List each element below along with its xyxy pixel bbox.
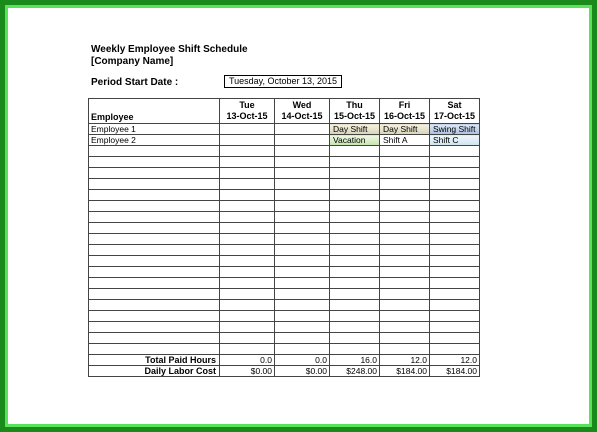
table-row [89,311,480,322]
shift-cell[interactable] [220,311,275,322]
shift-cell[interactable] [380,300,430,311]
employee-name-cell[interactable] [89,146,220,157]
shift-cell[interactable] [380,245,430,256]
shift-cell[interactable] [430,322,480,333]
employee-name-cell[interactable]: Employee 1 [89,124,220,135]
total-paid-hours-label: Total Paid Hours [89,355,220,366]
shift-cell[interactable] [275,311,330,322]
table-row [89,289,480,300]
daily-labor-cost-label: Daily Labor Cost [89,366,220,377]
employee-name-cell[interactable] [89,223,220,234]
employee-name-cell[interactable] [89,300,220,311]
table-row [89,333,480,344]
daily-labor-cost-row [89,366,480,377]
shift-cell[interactable] [220,333,275,344]
day-name: Thu [346,100,363,110]
shift-cell[interactable] [220,267,275,278]
shift-cell[interactable] [220,168,275,179]
shift-cell[interactable] [220,278,275,289]
table-row [89,179,480,190]
shift-cell[interactable] [380,333,430,344]
shift-cell[interactable] [330,223,380,234]
table-row [89,223,480,234]
shift-cell[interactable] [380,223,430,234]
shift-cell[interactable] [220,190,275,201]
shift-cell[interactable] [380,146,430,157]
shift-cell[interactable] [275,300,330,311]
day-header-fri [380,99,430,124]
shift-cell-day-shift[interactable]: Day Shift [330,124,380,135]
day-date: 16-Oct-15 [383,111,426,121]
day-date: 13-Oct-15 [226,111,268,121]
day-header-tue [220,99,275,124]
day-date: 17-Oct-15 [433,111,476,121]
shift-cell[interactable] [330,201,380,212]
shift-cell[interactable] [275,157,330,168]
shift-cell[interactable] [275,124,330,135]
shift-cell[interactable] [430,267,480,278]
document-title: Weekly Employee Shift Schedule [91,44,248,55]
company-name[interactable]: [Company Name] [91,56,174,67]
labor-cost-value: $184.00 [430,366,480,377]
shift-cell[interactable] [380,157,430,168]
day-name: Sat [447,100,462,110]
shift-cell[interactable] [220,223,275,234]
shift-cell-vacation[interactable]: Vacation [330,135,380,146]
shift-cell[interactable] [330,179,380,190]
employee-name-cell[interactable]: Employee 2 [89,135,220,146]
shift-cell[interactable] [430,245,480,256]
shift-cell[interactable] [380,311,430,322]
shift-cell[interactable] [430,256,480,267]
employee-name-cell[interactable] [89,157,220,168]
shift-cell[interactable] [330,333,380,344]
shift-cell[interactable] [275,256,330,267]
shift-cell[interactable] [380,289,430,300]
employee-name-cell[interactable] [89,267,220,278]
shift-cell[interactable] [380,278,430,289]
shift-cell[interactable] [220,212,275,223]
day-date: 15-Oct-15 [333,111,376,121]
table-row [89,344,480,355]
paid-hours-value: 0.0 [220,355,275,366]
shift-cell[interactable] [430,179,480,190]
shift-cell[interactable] [430,157,480,168]
employee-name-cell[interactable] [89,256,220,267]
day-header-thu [330,99,380,124]
shift-cell[interactable] [275,190,330,201]
period-start-label: Period Start Date : [91,77,179,88]
shift-cell[interactable] [330,344,380,355]
shift-cell[interactable] [275,146,330,157]
shift-cell[interactable] [275,135,330,146]
employee-name-cell[interactable] [89,322,220,333]
table-row [89,278,480,289]
shift-cell[interactable] [275,267,330,278]
shift-cell[interactable] [275,234,330,245]
employee-header: Employee [89,99,220,124]
shift-cell[interactable] [220,256,275,267]
table-row [89,322,480,333]
shift-cell[interactable] [380,212,430,223]
table-row [89,256,480,267]
shift-cell[interactable] [275,289,330,300]
shift-cell[interactable] [330,311,380,322]
table-row [89,245,480,256]
shift-cell[interactable] [330,234,380,245]
shift-cell[interactable] [380,322,430,333]
shift-cell[interactable] [330,157,380,168]
table-row [89,124,480,135]
employee-name-cell[interactable] [89,190,220,201]
shift-cell[interactable] [380,234,430,245]
employee-name-cell[interactable] [89,212,220,223]
shift-cell[interactable] [380,168,430,179]
paid-hours-value: 16.0 [330,355,380,366]
table-row [89,300,480,311]
shift-cell[interactable] [430,311,480,322]
period-start-input[interactable]: Tuesday, October 13, 2015 [224,75,342,88]
table-row [89,146,480,157]
day-header-wed [275,99,330,124]
paid-hours-value: 12.0 [380,355,430,366]
shift-cell[interactable] [220,344,275,355]
shift-cell[interactable] [275,201,330,212]
shift-cell[interactable] [430,344,480,355]
shift-cell-swing-shift[interactable]: Swing Shift [430,124,480,135]
employee-name-cell[interactable] [89,201,220,212]
shift-cell[interactable] [275,278,330,289]
header-row [89,99,480,124]
day-name: Fri [398,100,411,110]
shift-cell[interactable] [430,300,480,311]
employee-name-cell[interactable] [89,289,220,300]
labor-cost-value: $184.00 [380,366,430,377]
shift-cell-day-shift[interactable]: Day Shift [380,124,430,135]
shift-cell[interactable] [275,223,330,234]
shift-cell[interactable] [275,333,330,344]
shift-cell[interactable] [220,234,275,245]
employee-name-cell[interactable] [89,333,220,344]
shift-cell[interactable] [330,245,380,256]
shift-cell[interactable] [430,223,480,234]
shift-cell[interactable] [330,322,380,333]
shift-cell[interactable] [275,179,330,190]
table-row [89,201,480,212]
shift-cell-shift-a[interactable]: Shift A [380,135,430,146]
shift-cell[interactable] [220,300,275,311]
shift-cell[interactable] [430,146,480,157]
shift-cell[interactable] [330,168,380,179]
shift-cell[interactable] [330,212,380,223]
shift-cell[interactable] [220,322,275,333]
employee-name-cell[interactable] [89,278,220,289]
shift-cell[interactable] [220,289,275,300]
labor-cost-value: $248.00 [330,366,380,377]
shift-cell[interactable] [430,212,480,223]
shift-cell[interactable] [220,245,275,256]
shift-cell[interactable] [275,168,330,179]
table-row [89,267,480,278]
shift-cell[interactable] [330,289,380,300]
total-paid-hours-row [89,355,480,366]
shift-cell[interactable] [220,124,275,135]
shift-cell[interactable] [380,201,430,212]
shift-table [88,98,480,377]
shift-cell[interactable] [430,333,480,344]
employee-name-cell[interactable] [89,311,220,322]
table-row [89,234,480,245]
shift-cell[interactable] [275,212,330,223]
employee-name-cell[interactable] [89,234,220,245]
employee-name-cell[interactable] [89,168,220,179]
shift-cell[interactable] [430,234,480,245]
shift-cell[interactable] [220,135,275,146]
labor-cost-value: $0.00 [275,366,330,377]
employee-name-cell[interactable] [89,245,220,256]
paid-hours-value: 12.0 [430,355,480,366]
labor-cost-value: $0.00 [220,366,275,377]
shift-cell[interactable] [430,289,480,300]
shift-cell[interactable] [380,344,430,355]
shift-cell[interactable] [330,190,380,201]
day-date: 14-Oct-15 [281,111,323,121]
shift-cell[interactable] [220,201,275,212]
shift-cell[interactable] [275,344,330,355]
shift-cell[interactable] [275,245,330,256]
shift-cell[interactable] [380,256,430,267]
shift-cell[interactable] [220,179,275,190]
shift-cell[interactable] [220,146,275,157]
table-row [89,135,480,146]
shift-cell-shift-c[interactable]: Shift C [430,135,480,146]
employee-name-cell[interactable] [89,344,220,355]
day-name: Tue [239,100,255,110]
shift-cell[interactable] [220,157,275,168]
day-name: Wed [292,100,312,110]
shift-cell[interactable] [330,146,380,157]
shift-cell[interactable] [330,256,380,267]
shift-cell[interactable] [330,300,380,311]
table-row [89,190,480,201]
shift-cell[interactable] [380,179,430,190]
title-block [91,44,248,68]
shift-cell[interactable] [330,278,380,289]
shift-cell[interactable] [380,190,430,201]
shift-cell[interactable] [275,322,330,333]
table-row [89,168,480,179]
table-row [89,157,480,168]
shift-cell[interactable] [430,168,480,179]
shift-cell[interactable] [430,278,480,289]
shift-cell[interactable] [330,267,380,278]
table-row [89,212,480,223]
day-header-sat [430,99,480,124]
employee-name-cell[interactable] [89,179,220,190]
shift-cell[interactable] [430,190,480,201]
paid-hours-value: 0.0 [275,355,330,366]
shift-cell[interactable] [430,201,480,212]
shift-cell[interactable] [380,267,430,278]
